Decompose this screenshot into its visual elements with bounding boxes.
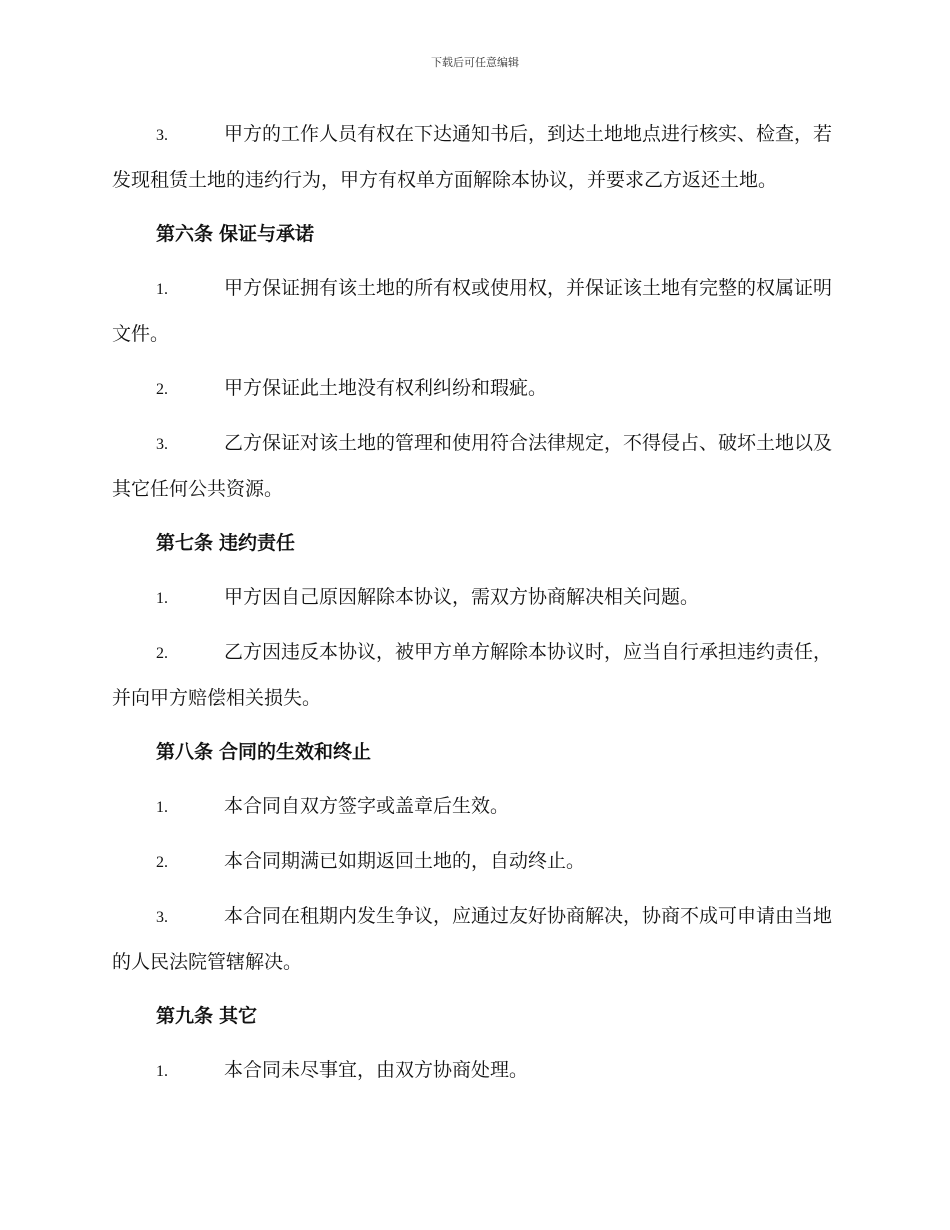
clause-item (112, 366, 834, 412)
article-title: 保证与承诺 (219, 223, 315, 245)
clause-number: 1. (156, 590, 168, 607)
article-heading (112, 994, 834, 1039)
clause-item (112, 575, 834, 621)
clause-text: 本合同期满已如期返回土地的，自动终止。 (224, 850, 586, 872)
clause-text: 乙方因违反本协议，被甲方单方解除本协议时，应当自行承担违约责任，并向甲方赔偿相关损失。 (112, 641, 833, 709)
clause-item (112, 630, 834, 721)
clause-text: 甲方的工作人员有权在下达通知书后，到达土地地点进行核实、检查，若发现租赁土地的违约行为，甲方有权单方面解除本协议，并要求乙方返还土地。 (112, 123, 833, 191)
article-title: 其它 (219, 1005, 258, 1027)
clause-item (112, 784, 834, 830)
clause-text: 甲方保证此土地没有权利纠纷和瑕疵。 (224, 377, 548, 399)
clause-text: 本合同在租期内发生争议，应通过友好协商解决，协商不成可申请由当地的人民法院管辖解决。 (112, 905, 833, 973)
clause-text: 本合同自双方签字或盖章后生效。 (224, 795, 510, 817)
clause-number: 2. (156, 381, 168, 398)
clause-number: 2. (156, 645, 168, 662)
clause-number: 3. (156, 909, 168, 926)
article-title: 合同的生效和终止 (219, 741, 372, 763)
article-title: 违约责任 (219, 532, 296, 554)
clause-text: 乙方保证对该土地的管理和使用符合法律规定，不得侵占、破坏土地以及其它任何公共资源。 (112, 432, 833, 500)
clause-item (112, 839, 834, 885)
article-heading (112, 521, 834, 566)
document-body (112, 112, 834, 1103)
article-number: 第八条 (156, 741, 214, 763)
clause-item (112, 1048, 834, 1094)
article-number: 第七条 (156, 532, 214, 554)
clause-item (112, 266, 834, 357)
clause-item (112, 421, 834, 512)
clause-text: 本合同未尽事宜，由双方协商处理。 (224, 1059, 529, 1081)
article-number: 第六条 (156, 223, 214, 245)
clause-item (112, 894, 834, 985)
clause-number: 1. (156, 1063, 168, 1080)
article-heading (112, 212, 834, 257)
clause-text: 甲方保证拥有该土地的所有权或使用权，并保证该土地有完整的权属证明文件。 (112, 277, 833, 345)
article-heading (112, 730, 834, 775)
clause-item (112, 112, 834, 203)
clause-text: 甲方因自己原因解除本协议，需双方协商解决相关问题。 (224, 586, 700, 608)
article-number: 第九条 (156, 1005, 214, 1027)
clause-number: 2. (156, 854, 168, 871)
clause-number: 3. (156, 436, 168, 453)
clause-number: 3. (156, 127, 168, 144)
page-header: 下载后可任意编辑 (431, 56, 519, 69)
clause-number: 1. (156, 281, 168, 298)
clause-number: 1. (156, 799, 168, 816)
